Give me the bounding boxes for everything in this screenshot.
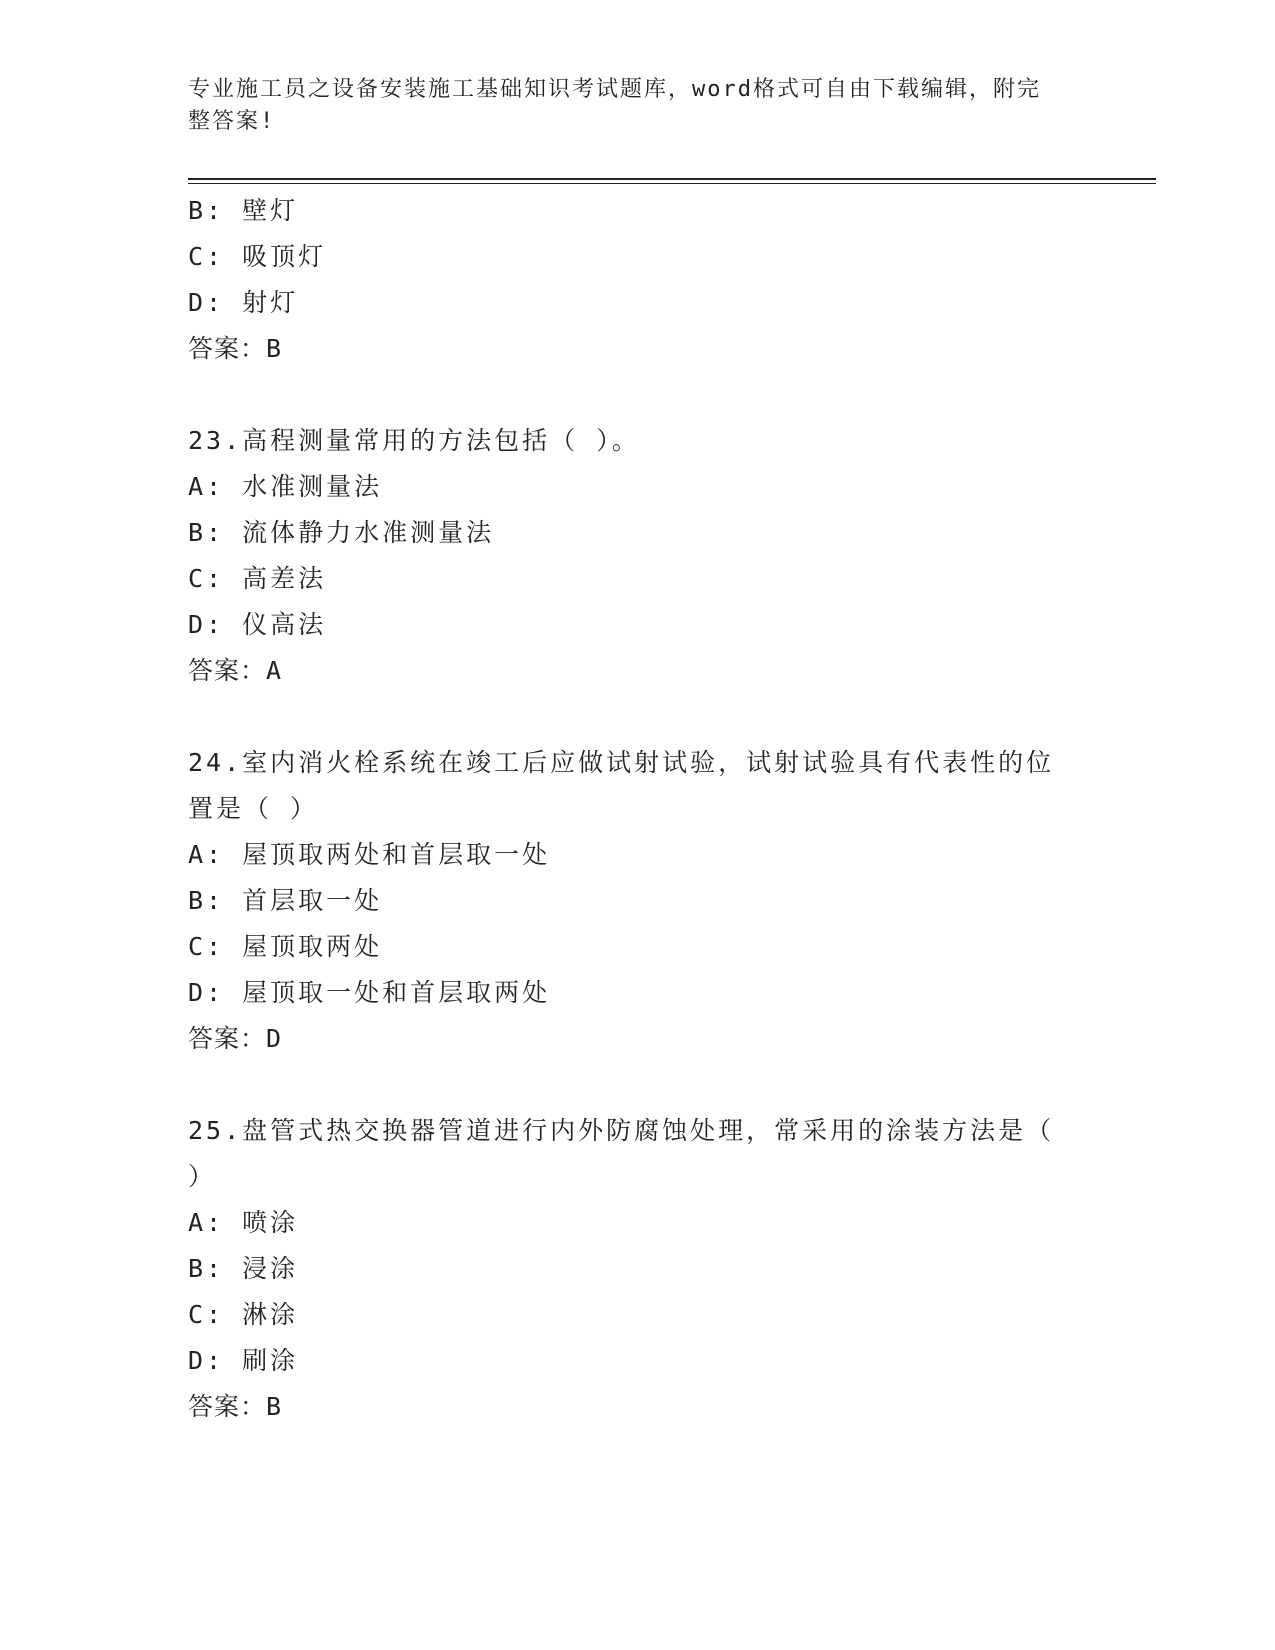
answer-value: B xyxy=(266,1392,282,1421)
header-divider-thick xyxy=(188,178,1156,180)
header-divider-thin xyxy=(188,183,1156,184)
question-stem-line-1: 25.盘管式热交换器管道进行内外防腐蚀处理，常采用的涂装方法是（ xyxy=(188,1116,1055,1145)
option-c: C: 高差法 xyxy=(188,564,327,593)
answer-label: 答案： xyxy=(188,656,267,685)
option-a: A: 水准测量法 xyxy=(188,472,383,501)
question-stem-line-2: 置是（ ） xyxy=(188,794,319,823)
answer-value: B xyxy=(266,334,282,363)
option-a: A: 喷涂 xyxy=(188,1208,299,1237)
option-b: B: 流体静力水准测量法 xyxy=(188,518,495,547)
question-stem-line-2: ） xyxy=(188,1162,217,1191)
option-b: B: 浸涂 xyxy=(188,1254,299,1283)
header-line-2: 整答案! xyxy=(188,109,276,134)
option-d: D: 射灯 xyxy=(188,288,299,317)
option-a: A: 屋顶取两处和首层取一处 xyxy=(188,840,551,869)
option-b: B: 壁灯 xyxy=(188,196,299,225)
header-line-1: 专业施工员之设备安装施工基础知识考试题库，word格式可自由下载编辑，附完 xyxy=(188,77,1041,102)
answer-label: 答案： xyxy=(188,334,267,363)
option-d: D: 刷涂 xyxy=(188,1346,299,1375)
answer xyxy=(188,326,1088,372)
question-list xyxy=(188,188,1088,1430)
answer-label: 答案： xyxy=(188,1024,267,1053)
option-d: D: 屋顶取一处和首层取两处 xyxy=(188,978,551,1007)
answer xyxy=(188,1384,1088,1430)
option-c: C: 屋顶取两处 xyxy=(188,932,383,961)
document-header xyxy=(188,74,1068,138)
option-b: B: 首层取一处 xyxy=(188,886,383,915)
option-c: C: 淋涂 xyxy=(188,1300,299,1329)
question-22-continued xyxy=(188,188,1088,372)
question-24 xyxy=(188,740,1088,1062)
question-stem: 23.高程测量常用的方法包括（ ）。 xyxy=(188,426,640,455)
answer-value: A xyxy=(266,656,282,685)
option-d: D: 仪高法 xyxy=(188,610,327,639)
option-c: C: 吸顶灯 xyxy=(188,242,327,271)
answer-value: D xyxy=(266,1024,282,1053)
answer xyxy=(188,1016,1088,1062)
question-25 xyxy=(188,1108,1088,1430)
answer xyxy=(188,648,1088,694)
question-23 xyxy=(188,418,1088,694)
question-stem-line-1: 24.室内消火栓系统在竣工后应做试射试验，试射试验具有代表性的位 xyxy=(188,748,1055,777)
answer-label: 答案： xyxy=(188,1392,267,1421)
